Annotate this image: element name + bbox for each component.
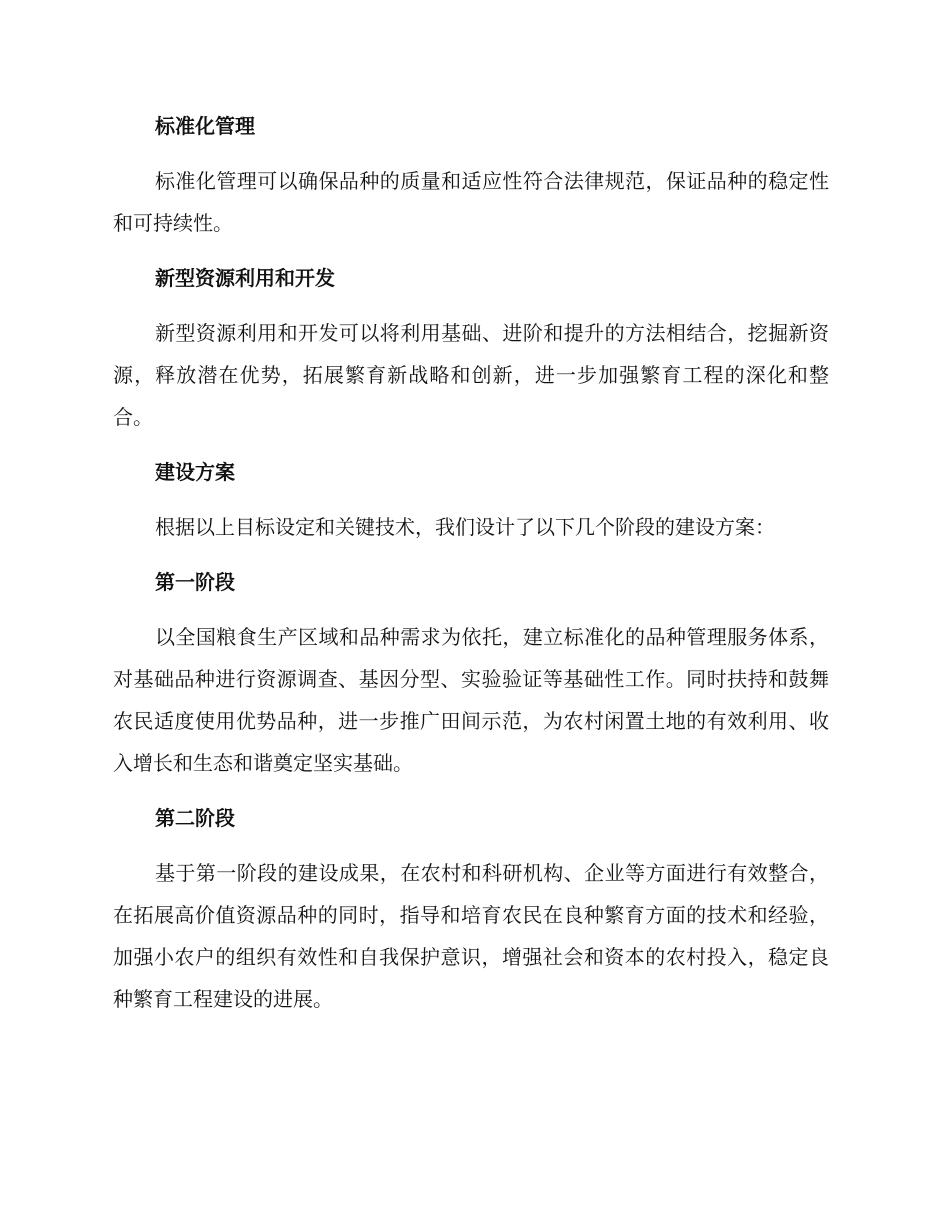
section-heading-construction-plan: 建设方案 bbox=[155, 460, 235, 484]
document-body bbox=[113, 104, 829, 1020]
section-paragraph-standardized-management: 标准化管理可以确保品种的质量和适应性符合法律规范，保证品种的稳定性和可持续性。 bbox=[113, 169, 829, 235]
section-heading-phase-one: 第一阶段 bbox=[155, 570, 235, 594]
section-paragraph-phase-two: 基于第一阶段的建设成果，在农村和科研机构、企业等方面进行有效整合，在拓展高价值资源品种的同时，指导和培育农民在良种繁育方面的技术和经验，加强小农户的组织有效性和自我保护意识，增强社会和资本的农村投入，稳定良种繁育工程建设的进展。 bbox=[113, 861, 829, 1011]
section-paragraph-construction-plan: 根据以上目标设定和关键技术，我们设计了以下几个阶段的建设方案： bbox=[155, 515, 775, 539]
section-heading-new-resource-development: 新型资源利用和开发 bbox=[155, 266, 335, 290]
section-heading-standardized-management: 标准化管理 bbox=[155, 114, 255, 138]
section-heading-phase-two: 第二阶段 bbox=[155, 806, 235, 830]
section-paragraph-phase-one: 以全国粮食生产区域和品种需求为依托，建立标准化的品种管理服务体系，对基础品种进行资源调查、基因分型、实验验证等基础性工作。同时扶持和鼓舞农民适度使用优势品种，进一步推广田间示范，为农村闲置土地的有效利用、收入增长和生态和谐奠定坚实基础。 bbox=[113, 625, 829, 775]
section-paragraph-new-resource-development: 新型资源利用和开发可以将利用基础、进阶和提升的方法相结合，挖掘新资源，释放潜在优势，拓展繁育新战略和创新，进一步加强繁育工程的深化和整合。 bbox=[113, 321, 829, 429]
